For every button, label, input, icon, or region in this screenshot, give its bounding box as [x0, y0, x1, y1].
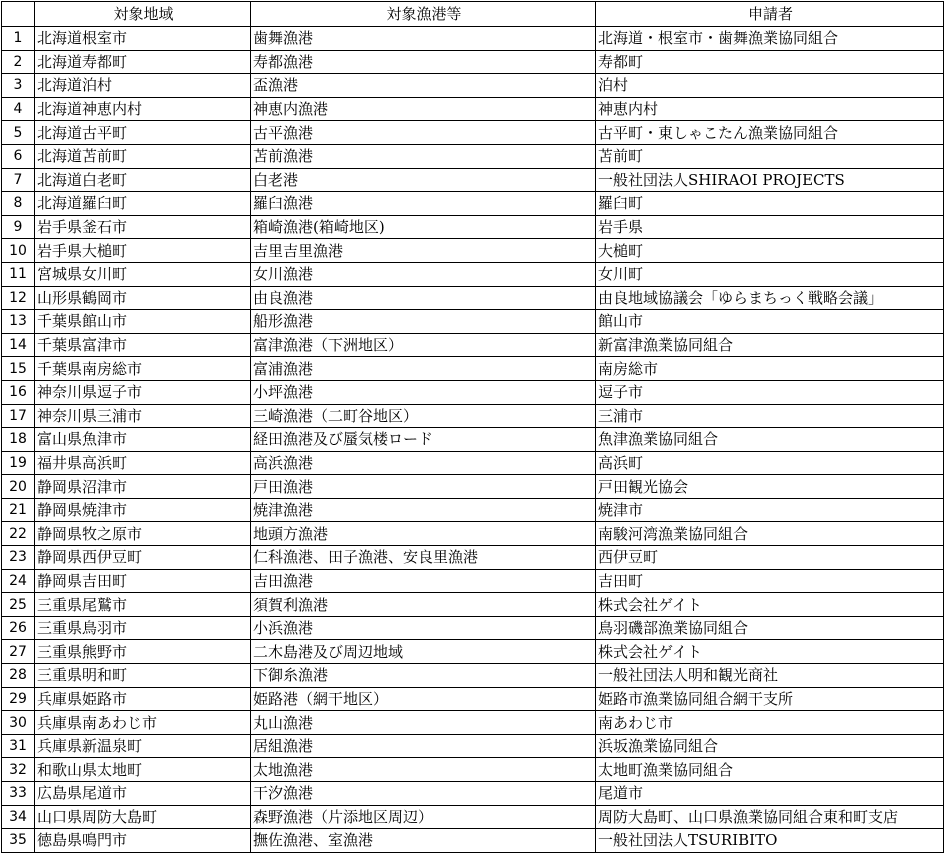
table-row — [2, 380, 944, 404]
cell-num: 30 — [2, 711, 35, 735]
cell-num: 9 — [2, 215, 35, 239]
cell-num: 12 — [2, 286, 35, 310]
cell-port: 歯舞漁港 — [251, 27, 596, 51]
cell-port: 吉田漁港 — [251, 569, 596, 593]
cell-port: 神恵内漁港 — [251, 97, 596, 121]
table-row — [2, 522, 944, 546]
cell-applicant: 泊村 — [596, 74, 944, 98]
cell-area: 北海道羅臼町 — [35, 192, 251, 216]
cell-num: 5 — [2, 121, 35, 145]
table-row — [2, 50, 944, 74]
cell-applicant: 岩手県 — [596, 215, 944, 239]
header-area: 対象地域 — [35, 2, 251, 27]
cell-num: 13 — [2, 310, 35, 334]
table-row — [2, 192, 944, 216]
cell-port: 戸田漁港 — [251, 475, 596, 499]
cell-port: 丸山漁港 — [251, 711, 596, 735]
cell-port: 森野漁港（片添地区周辺） — [251, 805, 596, 829]
cell-port: 船形漁港 — [251, 310, 596, 334]
cell-port: 撫佐漁港、室漁港 — [251, 829, 596, 853]
cell-area: 富山県魚津市 — [35, 428, 251, 452]
cell-num: 22 — [2, 522, 35, 546]
cell-port: 姫路港（網干地区） — [251, 687, 596, 711]
cell-port: 箱崎漁港(箱崎地区) — [251, 215, 596, 239]
cell-num: 15 — [2, 357, 35, 381]
table-row — [2, 144, 944, 168]
cell-applicant: 館山市 — [596, 310, 944, 334]
cell-area: 静岡県沼津市 — [35, 475, 251, 499]
table-row — [2, 664, 944, 688]
cell-applicant: 株式会社ゲイト — [596, 593, 944, 617]
cell-port: 苫前漁港 — [251, 144, 596, 168]
cell-num: 21 — [2, 498, 35, 522]
cell-num: 20 — [2, 475, 35, 499]
table-row — [2, 239, 944, 263]
cell-num: 32 — [2, 758, 35, 782]
fishing-port-table — [1, 1, 944, 853]
table-row — [2, 451, 944, 475]
cell-applicant: 女川町 — [596, 262, 944, 286]
table-row — [2, 286, 944, 310]
cell-area: 北海道寿都町 — [35, 50, 251, 74]
table-row — [2, 546, 944, 570]
cell-applicant: 魚津漁業協同組合 — [596, 428, 944, 452]
cell-port: 高浜漁港 — [251, 451, 596, 475]
cell-port: 焼津漁港 — [251, 498, 596, 522]
table-row — [2, 782, 944, 806]
cell-port: 吉里吉里漁港 — [251, 239, 596, 263]
cell-area: 静岡県牧之原市 — [35, 522, 251, 546]
cell-area: 岩手県釜石市 — [35, 215, 251, 239]
cell-applicant: 西伊豆町 — [596, 546, 944, 570]
cell-applicant: 神恵内村 — [596, 97, 944, 121]
table-row — [2, 404, 944, 428]
cell-num: 18 — [2, 428, 35, 452]
cell-port: 富浦漁港 — [251, 357, 596, 381]
cell-applicant: 南房総市 — [596, 357, 944, 381]
cell-applicant: 一般社団法人明和観光商社 — [596, 664, 944, 688]
cell-area: 山形県鶴岡市 — [35, 286, 251, 310]
cell-port: 経田漁港及び蜃気楼ロード — [251, 428, 596, 452]
cell-applicant: 焼津市 — [596, 498, 944, 522]
cell-area: 宮城県女川町 — [35, 262, 251, 286]
cell-num: 34 — [2, 805, 35, 829]
cell-area: 神奈川県三浦市 — [35, 404, 251, 428]
table-row — [2, 498, 944, 522]
cell-area: 兵庫県南あわじ市 — [35, 711, 251, 735]
cell-area: 山口県周防大島町 — [35, 805, 251, 829]
cell-num: 7 — [2, 168, 35, 192]
cell-area: 北海道根室市 — [35, 27, 251, 51]
cell-port: 女川漁港 — [251, 262, 596, 286]
table-row — [2, 310, 944, 334]
cell-num: 29 — [2, 687, 35, 711]
cell-num: 33 — [2, 782, 35, 806]
table-row — [2, 262, 944, 286]
cell-num: 24 — [2, 569, 35, 593]
cell-port: 由良漁港 — [251, 286, 596, 310]
cell-num: 16 — [2, 380, 35, 404]
cell-applicant: 新富津漁業協同組合 — [596, 333, 944, 357]
cell-area: 静岡県西伊豆町 — [35, 546, 251, 570]
cell-applicant: 南駿河湾漁業協同組合 — [596, 522, 944, 546]
cell-num: 11 — [2, 262, 35, 286]
cell-num: 6 — [2, 144, 35, 168]
header-port: 対象漁港等 — [251, 2, 596, 27]
cell-area: 兵庫県新温泉町 — [35, 734, 251, 758]
cell-num: 31 — [2, 734, 35, 758]
cell-applicant: 戸田観光協会 — [596, 475, 944, 499]
table-row — [2, 357, 944, 381]
cell-area: 三重県尾鷲市 — [35, 593, 251, 617]
cell-num: 23 — [2, 546, 35, 570]
cell-applicant: 姫路市漁業協同組合網干支所 — [596, 687, 944, 711]
table-row — [2, 333, 944, 357]
cell-applicant: 羅臼町 — [596, 192, 944, 216]
cell-port: 羅臼漁港 — [251, 192, 596, 216]
cell-area: 三重県熊野市 — [35, 640, 251, 664]
cell-applicant: 太地町漁業協同組合 — [596, 758, 944, 782]
cell-applicant: 鳥羽磯部漁業協同組合 — [596, 616, 944, 640]
cell-num: 26 — [2, 616, 35, 640]
cell-area: 静岡県吉田町 — [35, 569, 251, 593]
cell-applicant: 吉田町 — [596, 569, 944, 593]
cell-port: 白老港 — [251, 168, 596, 192]
cell-num: 25 — [2, 593, 35, 617]
cell-port: 三崎漁港（二町谷地区） — [251, 404, 596, 428]
cell-area: 静岡県焼津市 — [35, 498, 251, 522]
table-row — [2, 97, 944, 121]
table-row — [2, 687, 944, 711]
cell-applicant: 一般社団法人TSURIBITO — [596, 829, 944, 853]
cell-applicant: 南あわじ市 — [596, 711, 944, 735]
cell-num: 3 — [2, 74, 35, 98]
table-row — [2, 121, 944, 145]
table-row — [2, 734, 944, 758]
cell-area: 北海道古平町 — [35, 121, 251, 145]
cell-area: 北海道神恵内村 — [35, 97, 251, 121]
cell-port: 居組漁港 — [251, 734, 596, 758]
table-row — [2, 475, 944, 499]
cell-port: 二木島港及び周辺地域 — [251, 640, 596, 664]
cell-port: 富津漁港（下洲地区） — [251, 333, 596, 357]
table-row — [2, 829, 944, 853]
cell-applicant: 周防大島町、山口県漁業協同組合東和町支店 — [596, 805, 944, 829]
cell-num: 4 — [2, 97, 35, 121]
cell-num: 14 — [2, 333, 35, 357]
cell-port: 小浜漁港 — [251, 616, 596, 640]
cell-applicant: 一般社団法人SHIRAOI PROJECTS — [596, 168, 944, 192]
cell-port: 太地漁港 — [251, 758, 596, 782]
cell-applicant: 浜坂漁業協同組合 — [596, 734, 944, 758]
cell-area: 千葉県南房総市 — [35, 357, 251, 381]
cell-applicant: 逗子市 — [596, 380, 944, 404]
cell-port: 仁科漁港、田子漁港、安良里漁港 — [251, 546, 596, 570]
cell-port: 干汐漁港 — [251, 782, 596, 806]
cell-area: 和歌山県太地町 — [35, 758, 251, 782]
cell-area: 千葉県富津市 — [35, 333, 251, 357]
table-row — [2, 640, 944, 664]
cell-applicant: 尾道市 — [596, 782, 944, 806]
cell-applicant: 古平町・東しゃこたん漁業協同組合 — [596, 121, 944, 145]
cell-applicant: 大槌町 — [596, 239, 944, 263]
table-body — [2, 27, 944, 853]
cell-num: 35 — [2, 829, 35, 853]
cell-area: 千葉県館山市 — [35, 310, 251, 334]
cell-port: 寿都漁港 — [251, 50, 596, 74]
cell-applicant: 寿都町 — [596, 50, 944, 74]
table-row — [2, 74, 944, 98]
cell-applicant: 北海道・根室市・歯舞漁業協同組合 — [596, 27, 944, 51]
cell-area: 北海道苫前町 — [35, 144, 251, 168]
cell-area: 神奈川県逗子市 — [35, 380, 251, 404]
cell-applicant: 由良地域協議会「ゆらまちっく戦略会議」 — [596, 286, 944, 310]
table-row — [2, 616, 944, 640]
table-row — [2, 805, 944, 829]
cell-area: 三重県明和町 — [35, 664, 251, 688]
cell-num: 1 — [2, 27, 35, 51]
cell-num: 17 — [2, 404, 35, 428]
cell-area: 岩手県大槌町 — [35, 239, 251, 263]
cell-applicant: 高浜町 — [596, 451, 944, 475]
table-row — [2, 711, 944, 735]
cell-applicant: 苫前町 — [596, 144, 944, 168]
table-row — [2, 593, 944, 617]
table-row — [2, 758, 944, 782]
cell-num: 19 — [2, 451, 35, 475]
cell-port: 下御糸漁港 — [251, 664, 596, 688]
cell-port: 地頭方漁港 — [251, 522, 596, 546]
cell-port: 小坪漁港 — [251, 380, 596, 404]
cell-applicant: 三浦市 — [596, 404, 944, 428]
cell-num: 8 — [2, 192, 35, 216]
cell-port: 須賀利漁港 — [251, 593, 596, 617]
table-row — [2, 27, 944, 51]
header-num — [2, 2, 35, 27]
header-applicant: 申請者 — [596, 2, 944, 27]
cell-applicant: 株式会社ゲイト — [596, 640, 944, 664]
table-row — [2, 428, 944, 452]
cell-num: 28 — [2, 664, 35, 688]
table-header — [2, 2, 944, 27]
cell-num: 10 — [2, 239, 35, 263]
cell-area: 北海道泊村 — [35, 74, 251, 98]
cell-area: 北海道白老町 — [35, 168, 251, 192]
cell-port: 古平漁港 — [251, 121, 596, 145]
cell-area: 徳島県鳴門市 — [35, 829, 251, 853]
cell-area: 三重県鳥羽市 — [35, 616, 251, 640]
table-row — [2, 215, 944, 239]
cell-num: 27 — [2, 640, 35, 664]
cell-port: 盃漁港 — [251, 74, 596, 98]
cell-num: 2 — [2, 50, 35, 74]
cell-area: 兵庫県姫路市 — [35, 687, 251, 711]
table-row — [2, 569, 944, 593]
cell-area: 広島県尾道市 — [35, 782, 251, 806]
table-row — [2, 168, 944, 192]
cell-area: 福井県高浜町 — [35, 451, 251, 475]
header-row — [2, 2, 944, 27]
